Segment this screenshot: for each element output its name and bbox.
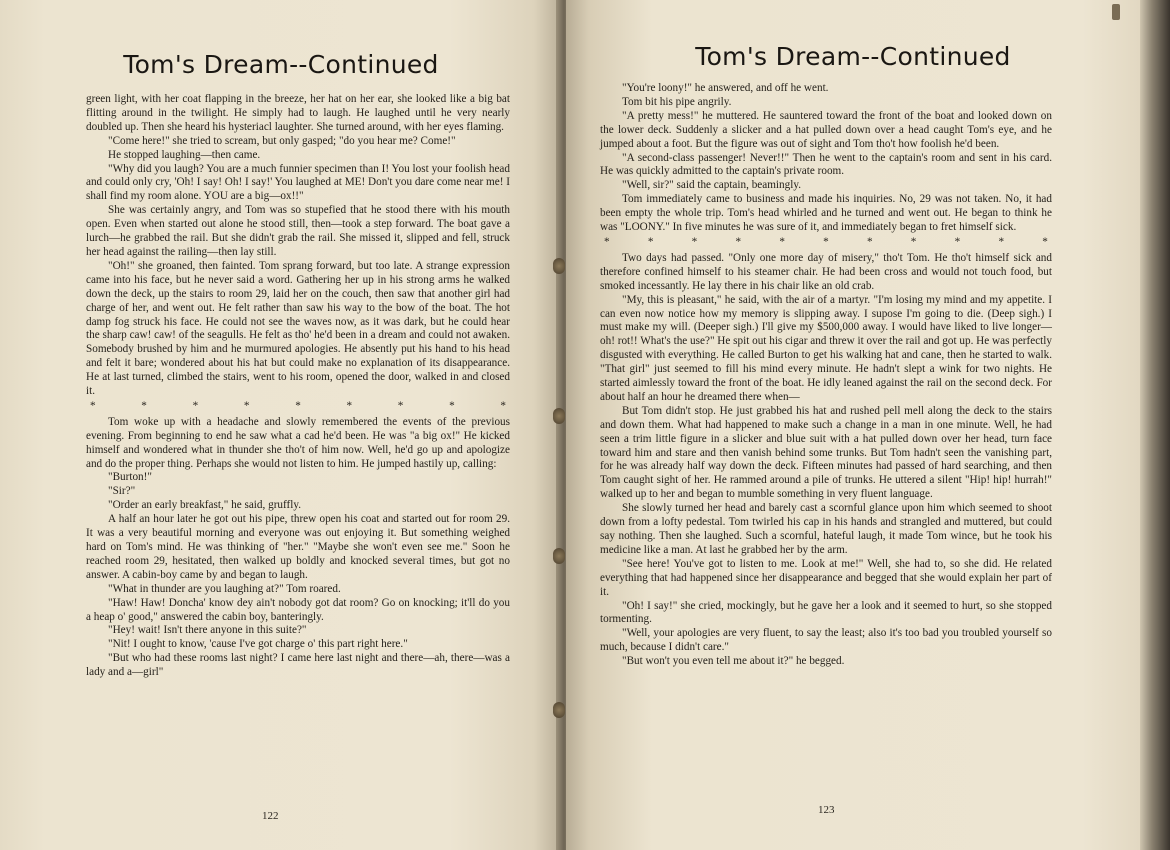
paragraph: Tom bit his pipe angrily. <box>622 95 732 108</box>
paragraph: "Well, your apologies are very fluent, to say the least; also it's too bad you troubled yourself so much, because I didn't care." <box>600 627 1052 654</box>
book-edge <box>1140 0 1170 850</box>
asterisk-mark: * <box>1042 235 1048 248</box>
asterisk-mark: * <box>346 399 353 412</box>
section-break <box>86 400 510 414</box>
paragraph: "A second-class passenger! Never!!" Then he went to the captain's room and sent in his card. He was quickly admitted to the captain's private room. <box>600 151 1052 178</box>
asterisk-mark: * <box>604 235 610 248</box>
asterisk-mark: * <box>192 399 199 412</box>
right-page <box>566 0 1140 850</box>
left-page <box>0 0 562 850</box>
asterisk-mark: * <box>691 235 698 248</box>
paragraph: Tom woke up with a headache and slowly remembered the events of the previous evening. From beginning to end he saw what a cad he'd been. He was "a big ox!" He kicked himself and wondered what in thunder she tho't of him now. Well, he'd go up and apologize and do the proper thing. Perhaps she would not listen to him. He jumped hastily up, calling: <box>86 415 510 470</box>
binding-stitch <box>553 702 565 718</box>
binding-stitch <box>553 548 565 564</box>
paragraph: "Well, sir?" said the captain, beamingly. <box>622 179 801 192</box>
asterisk-mark: * <box>954 235 961 248</box>
asterisk-mark: * <box>998 235 1005 248</box>
asterisk-mark: * <box>500 399 506 412</box>
page-title: Tom's Dream--Continued <box>695 42 1011 71</box>
binding-stitch <box>553 408 565 424</box>
paragraph-group-after-break <box>86 416 510 680</box>
binding-clip <box>1112 4 1120 20</box>
paragraph: "Nit! I ought to know, 'cause I've got charge o' this part right here." <box>108 638 408 651</box>
paragraph: She was certainly angry, and Tom was so stupefied that he stood there with his mouth open. Even when started out alone he stood still, then—took a step forward. The boat gave a lurch—he grabbed the rail. But she didn't grab the rail. She missed it, slipped and fell, struck her head against the railing—then lay still. <box>86 204 510 258</box>
paragraph: "Sir?" <box>108 485 136 498</box>
paragraph: "Oh!" she groaned, then fainted. Tom sprang forward, but too late. A strange expression came into his face, but he never said a word. Gathering her up in his strong arms he walked down the deck, up the stairs to room 29, laid her on the couch, then saw that another girl had charge of her, and went out. He felt rather than saw his way to the bow of the boat. The hot damp fog struck his face. He could not see the waves now, as it was dark, but he could hear the sharp caw! caw! of the seagulls. He felt as tho' he'd been in a dream and could not awaken. Somebody brushed by him and he murmured apologies. He absently put his hand to his head and felt it bare; wondered about his hat but could make no explanation of its disappearance. He at last turned, climbed the stairs, went to his room, opened the door, walked in and closed it. <box>86 259 510 398</box>
paragraph: "But won't you even tell me about it?" he begged. <box>622 655 845 668</box>
asterisk-mark: * <box>866 235 873 248</box>
page-number: 122 <box>262 810 279 822</box>
asterisk-mark: * <box>823 235 829 248</box>
paragraph: "A pretty mess!" he muttered. He sauntered toward the front of the boat and looked down on the lower deck. Suddenly a slicker and a hat pulled down over a head caught Tom's eye, and he jumped about a foot. But the figure was out of sight and Tom tho't how foolish he'd been. <box>600 109 1052 150</box>
asterisk-mark: * <box>735 235 742 248</box>
paragraph: "Come here!" she tried to scream, but only gasped; "do you hear me? Come!" <box>108 134 456 147</box>
asterisk-mark: * <box>141 399 147 412</box>
paragraph: "My, this is pleasant," he said, with the air of a martyr. "I'm losing my mind and my appetite. I can even now notice how my memory is slipping away. I supose I'm going to die. (Deep sigh.) I must make my will. (Deeper sigh.) I'll give my $500,000 away. I would have liked to live longer—oh! rot!! What's the use?" He spit out his cigar and threw it over the rail and got up. He was perfectly disgusted with everything. He called Burton to get his walking hat and cane, then he started to walk. "That girl" just seemed to fill his mind every minute. He hadn't slept a wink for two nights. He started aimlessly toward the front of the boat. He idly leaned against the rail on the second deck. For about half an hour he dreamed there when— <box>600 293 1052 403</box>
asterisk-mark: * <box>397 399 404 412</box>
paragraph: "See here! You've got to listen to me. Look at me!" Well, she had to, so she did. He related everything that had happened since her disappearance and begged that she would explain her part of it. <box>600 557 1052 598</box>
paragraph: "Hey! wait! Isn't there anyone in this suite?" <box>108 624 307 637</box>
paragraph-group-before-break <box>600 82 1052 235</box>
asterisk-mark: * <box>449 399 455 412</box>
paragraph: "Order an early breakfast," he said, gruffly. <box>108 499 302 512</box>
asterisk-mark: * <box>295 399 301 412</box>
page-number: 123 <box>818 804 835 816</box>
paragraph: But Tom didn't stop. He just grabbed his hat and rushed pell mell along the deck to the stairs and down them. What had happened to make such a change in a man in one minute. Well, he had seen a trim little figure in a slicker and blue suit with a hat pulled down over her head, turn face toward him and stare and then vanish behind some trunks. But Tom hadn't seen the vanishing part, for he was already half way down the deck. Fifteen minutes had passed of hard searching, and then Tom caught sight of her. He rammed around a pile of trunks. He uttered a silent "Hip! hip! hurrah!" walked up to her and began to mumble something in very fluent language. <box>600 404 1052 501</box>
paragraph: "Burton!" <box>108 471 152 484</box>
page-body <box>600 82 1052 669</box>
asterisk-mark: * <box>90 399 96 412</box>
paragraph: He stopped laughing—then came. <box>108 148 261 161</box>
paragraph: "You're loony!" he answered, and off he went. <box>622 82 829 94</box>
asterisk-mark: * <box>647 235 654 248</box>
page-body <box>86 93 510 680</box>
asterisk-mark: * <box>779 235 785 248</box>
paragraph: "But who had these rooms last night? I came here last night and there—ah, there—was a lady and a—girl" <box>86 652 510 679</box>
paragraph: "Haw! Haw! Doncha' know dey ain't nobody got dat room? Go on knocking; it'll do you a heap o' good," answered the cabin boy, banteringly. <box>86 596 510 623</box>
section-break <box>600 236 1052 250</box>
paragraph: green light, with her coat flapping in the breeze, her hat on her ear, she looked like a big bat flitting around in the twilight. He simply had to laugh. He laughed until he very nearly doubled up. Then she heard his hysteriacl laughter. She turned around, with her eyes flaming. <box>86 93 510 133</box>
paragraph: Tom immediately came to business and made his inquiries. No, 29 was not taken. No, it had been empty the whole trip. Tom's head whirled and he turned and went out. He began to think he was "LOONY." In five minutes he was sure of it, and immediately began to fret himself sick. <box>600 193 1052 234</box>
asterisk-mark: * <box>243 399 250 412</box>
paragraph-group-after-break <box>600 252 1052 669</box>
paragraph: A half an hour later he got out his pipe, threw open his coat and started out for room 29. It was a very beautiful morning and everyone was out enjoying it. But something weighed hard on Tom's mind. He was thinking of "her." "Maybe she won't even see me." Soon he reached room 29, hesitated, then walked up boldly and knocked several times, but got no answer. A cabin-boy came by and began to laugh. <box>86 513 510 581</box>
asterisk-mark: * <box>910 235 917 248</box>
paragraph: Two days had passed. "Only one more day of misery," tho't Tom. He tho't himself sick and therefore confined himself to his steamer chair. He had been cross and would not touch food, but smoked incessantly. He lay there in his chair like an old crab. <box>600 251 1052 292</box>
paragraph: She slowly turned her head and barely cast a scornful glance upon him which seemed to shoot down from a lofty pedestal. Tom twirled his cap in his hands and strangled and muttered, but could say nothing. Then she laughed. Such a scornful, hateful laugh, it made Tom wince, but he took his medicine like a man. At last he grabbed her by the arm. <box>600 502 1052 556</box>
binding-stitch <box>553 258 565 274</box>
paragraph: "Oh! I say!" she cried, mockingly, but he gave her a look and it seemed to hurt, so she stopped tormenting. <box>600 599 1052 626</box>
paragraph: "Why did you laugh? You are a much funnier specimen than I! You lost your foolish head and could only cry, 'Oh! I say! Oh! I say!' You laughed at ME! Don't you dare come near me! I shall find my room alone. YOU are a big—ox!!" <box>86 162 510 203</box>
paragraph: "What in thunder are you laughing at?" Tom roared. <box>108 582 341 595</box>
paragraph-group-before-break <box>86 93 510 399</box>
page-title: Tom's Dream--Continued <box>123 50 439 79</box>
